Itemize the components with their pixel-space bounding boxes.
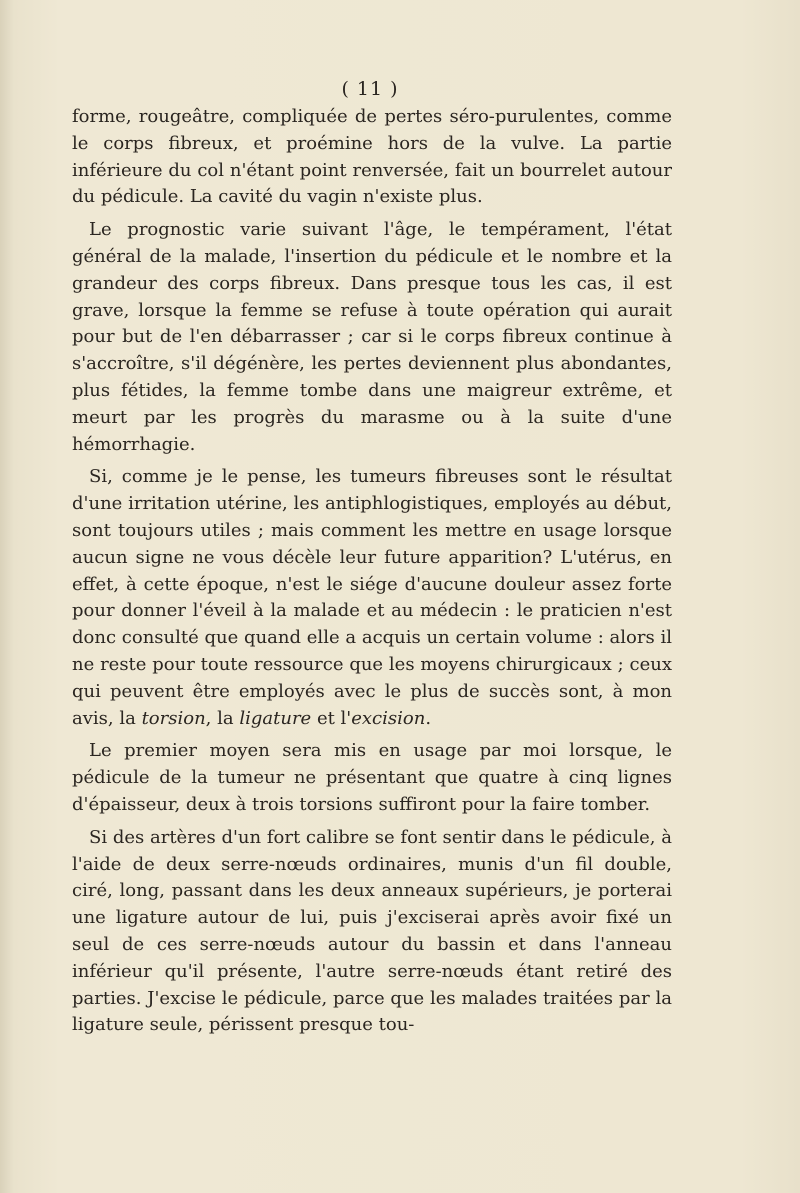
- paragraph-3-end: .: [425, 707, 432, 729]
- term-excision: excision: [351, 707, 426, 729]
- page-number: ( 11 ): [341, 78, 399, 100]
- paragraph-3: [72, 464, 672, 732]
- paragraph-2: Le prognostic varie suivant l'âge, le tempérament, l'état général de la malade, l'insertion du pédicule et le nombre et la grandeur des corps fibreux. Dans presque tous les cas, il est grave, lorsque la femme se refuse à toute opération qui aurait pour but de l'en débarrasser ; car si le corps fibreux continue à s'accroître, s'il dégénère, les pertes deviennent plus abondantes, plus fétides, la femme tombe dans une maigreur extrême, et meurt par les progrès du marasme ou à la suite d'une hémorrhagie.: [72, 219, 672, 455]
- paragraph-3-mid1: , la: [205, 707, 234, 729]
- paragraph-5: Si des artères d'un fort calibre se font sentir dans le pédicule, à l'aide de deux serre-nœuds ordinaires, munis d'un fil double, ciré, long, passant dans les deux anneaux supérieurs, je porterai une ligature autour de lui, puis j'exciserai après avoir fixé un seul de ces serre-nœuds autour du bassin et dans l'anneau inférieur qu'il présente, l'autre serre-nœuds étant retiré des parties. J'excise le pédicule, parce que les malades traitées par la ligature seule, périssent presque tou-: [72, 826, 672, 1036]
- term-ligature: ligature: [239, 707, 312, 729]
- paragraph-3-mid2: et l': [316, 707, 352, 729]
- term-torsion: torsion: [141, 707, 206, 729]
- paragraph-4: Le premier moyen sera mis en usage par moi lorsque, le pédicule de la tumeur ne présentant que quatre à cinq lignes d'épaisseur, deux à trois torsions suffiront pour la faire tomber.: [72, 740, 672, 815]
- body-text: [72, 104, 672, 1045]
- paragraph-3-text: Si, comme je le pense, les tumeurs fibreuses sont le résultat d'une irritation utérine, les antiphlogistiques, employés au début, sont toujours utiles ; mais comment les mettre en usage lorsque aucun signe ne vous décèle leur future apparition? L'utérus, en effet, à cette époque, n'est le siége d'aucune douleur assez forte pour donner l'éveil à la malade et au médecin : le praticien n'est donc consulté que quand elle a acquis un certain volume : alors il ne reste pour toute ressource que les moyens chirurgicaux ; ceux qui peuvent être employés avec le plus de succès sont, à mon avis, la: [72, 466, 672, 729]
- paragraph-1: forme, rougeâtre, compliquée de pertes séro-purulentes, comme le corps fibreux, et proémine hors de la vulve. La partie inférieure du col n'étant point renversée, fait un bourrelet autour du pédicule. La cavité du vagin n'existe plus.: [72, 106, 672, 208]
